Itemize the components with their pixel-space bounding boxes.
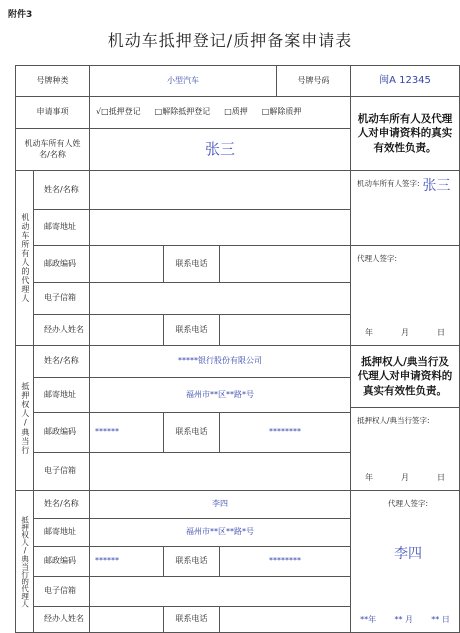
owner-agent-address-value[interactable] [89,209,350,245]
plate-number-label: 号牌号码 [276,65,350,96]
date-month: ** 月 [394,615,413,625]
date-year: **年 [360,615,377,625]
pledgee-agent-postcode-label: 邮政编码 [33,546,89,576]
pledgee-agent-handler-phone-value[interactable] [219,606,350,633]
pledgee-signature-box[interactable] [350,407,460,490]
owner-agent-email-label: 电子信箱 [33,282,89,314]
pledgee-sign-label: 抵押权人/典当行签字: [357,416,430,425]
pledgee-agent-sign-value: 李四 [394,546,422,562]
owner-agent-handler-phone-value[interactable] [219,314,350,345]
pledgee-agent-handler-value[interactable] [89,606,163,633]
owner-sign-date [351,328,459,339]
pledgee-address-label: 邮寄地址 [33,377,89,412]
pledgee-postcode-label: 邮政编码 [33,412,89,452]
owner-agent-email-value[interactable] [89,282,350,314]
option-mortgage-register[interactable]: √□抵押登记 [96,107,141,117]
pledgee-agent-handler-phone-label: 联系电话 [163,606,219,633]
pledgee-sign-date [351,473,459,484]
owner-agent-handler-phone-label: 联系电话 [163,314,219,345]
form-title: 机动车抵押登记/质押备案申请表 [107,31,353,50]
pledgee-agent-address-label: 邮寄地址 [33,518,89,546]
owner-agent-handler-label: 经办人姓名 [33,314,89,345]
plate-type-value[interactable]: 小型汽车 [89,65,276,96]
owner-agent-address-label: 邮寄地址 [33,209,89,245]
plate-number-value[interactable]: 闽A 12345 [350,65,460,96]
pledgee-name-label: 姓名/名称 [33,345,89,377]
option-pledge[interactable]: □质押 [224,107,248,117]
option-pledge-release[interactable]: □解除质押 [261,107,302,117]
owner-label: 机动车所有人姓名/名称 [15,128,89,170]
annex-label: 附件3 [8,10,33,20]
pledgee-section-label: 抵押权人/典当行 [15,345,33,490]
owner-agent-postcode-label: 邮政编码 [33,245,89,282]
owner-agent-name-value[interactable] [89,170,350,209]
application-form [15,65,460,633]
pledgee-agent-address-value[interactable]: 福州市**区**路*号 [89,518,350,546]
pledgee-agent-name-label: 姓名/名称 [33,490,89,518]
owner-agent-phone-value[interactable] [219,245,350,282]
pledgee-agent-section-label: 抵押权人/典当行的代理人 [15,490,33,633]
owner-signature-box[interactable] [350,170,460,245]
owner-agent-phone-label: 联系电话 [163,245,219,282]
plate-type-label: 号牌种类 [15,65,89,96]
pledgee-agent-name-value[interactable]: 李四 [89,490,350,518]
date-month: 月 [401,473,409,483]
date-year: 年 [365,473,373,483]
pledgee-agent-email-label: 电子信箱 [33,576,89,606]
pledgee-agent-handler-label: 经办人姓名 [33,606,89,633]
owner-agent-handler-value[interactable] [89,314,163,345]
pledgee-email-value[interactable] [89,452,350,490]
pledgee-name-value[interactable]: *****银行股份有限公司 [89,345,350,377]
pledgee-agent-phone-label: 联系电话 [163,546,219,576]
owner-agent-sign-label: 代理人签字: [357,254,398,263]
date-year: 年 [365,328,373,338]
request-options [89,96,350,128]
date-day: ** 日 [431,615,450,625]
pledgee-email-label: 电子信箱 [33,452,89,490]
pledgee-agent-sign-label: 代理人签字: [387,499,429,508]
owner-sign-label: 机动车所有人签字: [357,179,420,188]
date-day: 日 [437,328,445,338]
pledgee-notice: 抵押权人/典当行及代理人对申请资料的真实有效性负责。 [350,345,460,407]
pledgee-address-value[interactable]: 福州市**区**路*号 [89,377,350,412]
owner-agent-postcode-value[interactable] [89,245,163,282]
owner-value[interactable]: 张三 [89,128,350,170]
date-month: 月 [401,328,409,338]
owner-sign-value: 张三 [422,178,451,194]
pledgee-postcode-value[interactable]: ****** [89,412,163,452]
option-mortgage-release[interactable]: □解除抵押登记 [154,107,211,117]
pledgee-agent-email-value[interactable] [89,576,350,606]
request-label: 申请事项 [15,96,89,128]
pledgee-phone-value[interactable]: ******** [219,412,350,452]
pledgee-agent-signature-box[interactable] [350,490,460,633]
pledgee-agent-sign-date [351,615,459,626]
pledgee-phone-label: 联系电话 [163,412,219,452]
date-day: 日 [437,473,445,483]
pledgee-agent-postcode-value[interactable]: ****** [89,546,163,576]
owner-agent-signature-box[interactable] [350,245,460,345]
owner-agent-name-label: 姓名/名称 [33,170,89,209]
owner-agent-section-label: 机动车所有人的代理人 [15,170,33,345]
pledgee-agent-phone-value[interactable]: ******** [219,546,350,576]
owner-notice: 机动车所有人及代理人对申请资料的真实有效性负责。 [350,96,460,170]
